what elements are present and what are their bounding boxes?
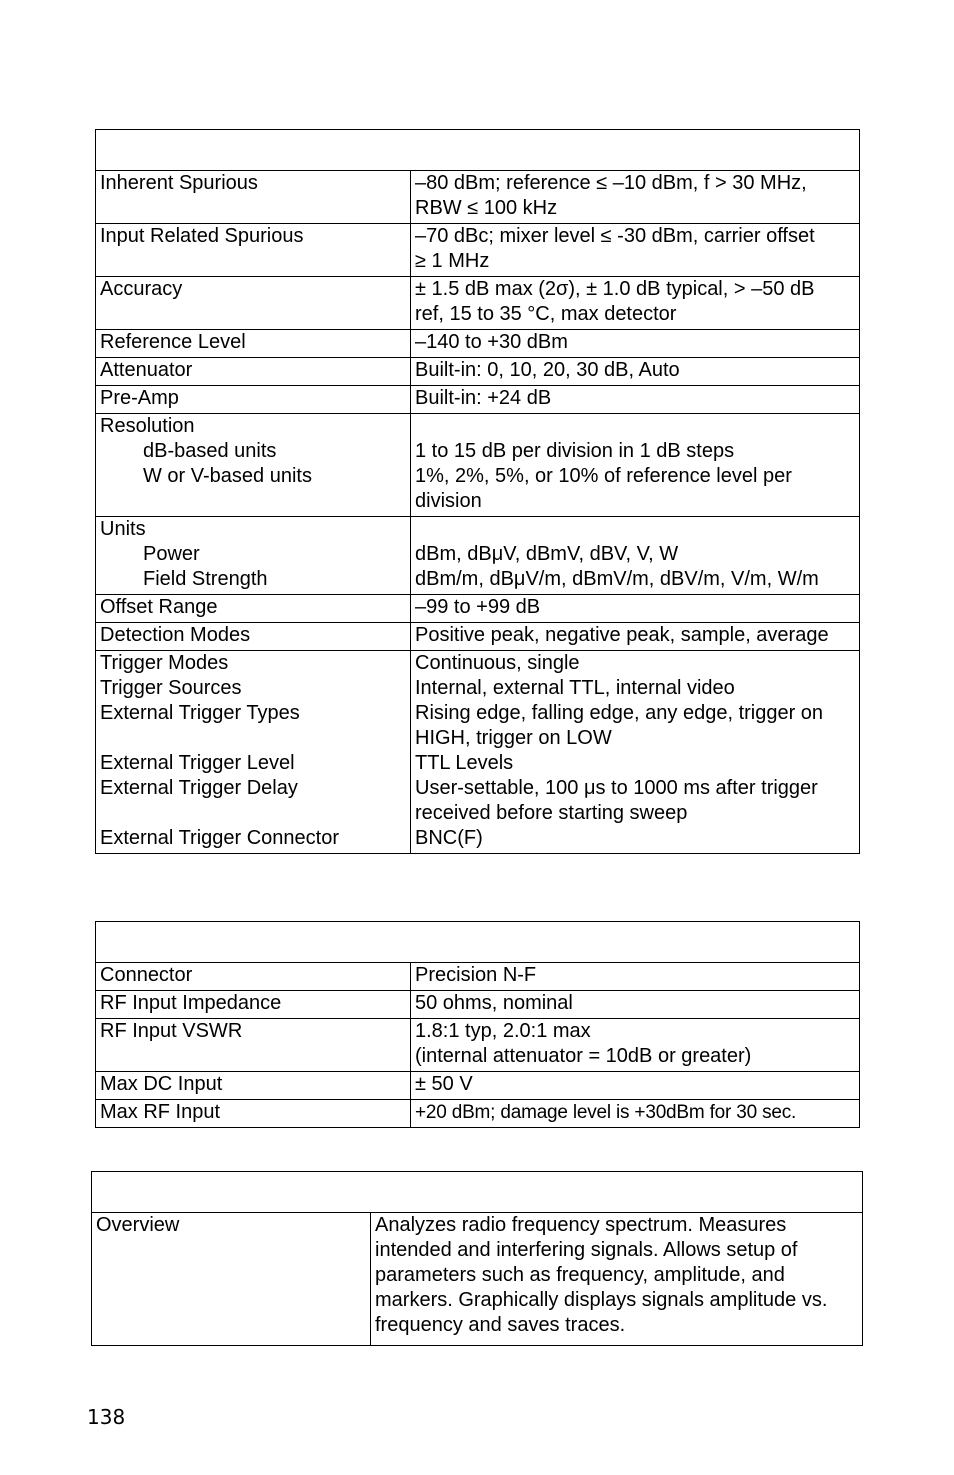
spec-value: –140 to +30 dBm	[411, 330, 860, 358]
spec-value: dBm, dBμV, dBmV, dBV, V, W dBm/m, dBμV/m, dBmV/m, dBV/m, V/m, W/m	[411, 517, 860, 595]
table-row	[96, 224, 860, 277]
spec-value: –99 to +99 dB	[411, 595, 860, 623]
table-row	[92, 1213, 863, 1346]
spec-label: Trigger Modes Trigger Sources External Trigger Types External Trigger Level External Trigger Delay External Trigger Connector	[96, 651, 411, 854]
spec-value: –80 dBm; reference ≤ –10 dBm, f > 30 MHz, RBW ≤ 100 kHz	[411, 171, 860, 224]
spec-label: Overview	[92, 1213, 371, 1346]
table-header-row	[96, 130, 860, 171]
spec-label: Inherent Spurious	[96, 171, 411, 224]
table-header-row	[96, 922, 860, 963]
spec-label: Detection Modes	[96, 623, 411, 651]
spec-value: ± 1.5 dB max (2σ), ± 1.0 dB typical, > –50 dB ref, 15 to 35 °C, max detector	[411, 277, 860, 330]
spec-value: 50 ohms, nominal	[411, 991, 860, 1019]
spec-value: 1 to 15 dB per division in 1 dB steps 1%, 2%, 5%, or 10% of reference level per division	[411, 414, 860, 517]
spec-value: –70 dBc; mixer level ≤ -30 dBm, carrier offset ≥ 1 MHz	[411, 224, 860, 277]
spec-label: Units Power Field Strength	[96, 517, 411, 595]
spec-label: Pre-Amp	[96, 386, 411, 414]
spec-value: 1.8:1 typ, 2.0:1 max (internal attenuator = 10dB or greater)	[411, 1019, 860, 1072]
table-row	[96, 1100, 860, 1128]
table-header-row	[92, 1172, 863, 1213]
table-row	[96, 414, 860, 517]
overview-spec-table	[91, 1171, 863, 1346]
spec-label: Connector	[96, 963, 411, 991]
table-header	[96, 922, 860, 963]
table-row	[96, 1072, 860, 1100]
spec-value: ± 50 V	[411, 1072, 860, 1100]
spec-label: Reference Level	[96, 330, 411, 358]
table-row	[96, 330, 860, 358]
spec-value: Positive peak, negative peak, sample, average	[411, 623, 860, 651]
spec-label: RF Input Impedance	[96, 991, 411, 1019]
spec-label: Offset Range	[96, 595, 411, 623]
spec-label: Max DC Input	[96, 1072, 411, 1100]
spec-value: +20 dBm; damage level is +30dBm for 30 sec.	[411, 1100, 860, 1128]
table-header	[92, 1172, 863, 1213]
spec-value: Built-in: 0, 10, 20, 30 dB, Auto	[411, 358, 860, 386]
table-row	[96, 991, 860, 1019]
spec-label: RF Input VSWR	[96, 1019, 411, 1072]
table-row	[96, 277, 860, 330]
table-row	[96, 171, 860, 224]
table-row	[96, 1019, 860, 1072]
amplitude-spec-table	[95, 129, 860, 854]
table-row	[96, 651, 860, 854]
table-row	[96, 386, 860, 414]
table-row	[96, 517, 860, 595]
spec-value: Precision N-F	[411, 963, 860, 991]
rf-input-spec-table	[95, 921, 860, 1128]
table-row	[96, 963, 860, 991]
table-row	[96, 623, 860, 651]
spec-value: Built-in: +24 dB	[411, 386, 860, 414]
spec-label: Accuracy	[96, 277, 411, 330]
table-header	[96, 130, 860, 171]
spec-label: Input Related Spurious	[96, 224, 411, 277]
page-number: 138	[87, 1405, 126, 1429]
spec-label: Max RF Input	[96, 1100, 411, 1128]
table-row	[96, 358, 860, 386]
spec-value: Continuous, single Internal, external TTL, internal video Rising edge, falling edge, any edge, trigger on HIGH, trigger on LOW TTL Levels User-settable, 100 μs to 1000 ms after trigger received before starting sweep BNC(F)	[411, 651, 860, 854]
spec-label: Resolution dB-based units W or V-based units	[96, 414, 411, 517]
table-row	[96, 595, 860, 623]
spec-label: Attenuator	[96, 358, 411, 386]
spec-value: Analyzes radio frequency spectrum. Measures intended and interfering signals. Allows setup of parameters such as frequency, amplitude, and markers. Graphically displays signals amplitude vs. frequency and saves traces.	[371, 1213, 863, 1346]
